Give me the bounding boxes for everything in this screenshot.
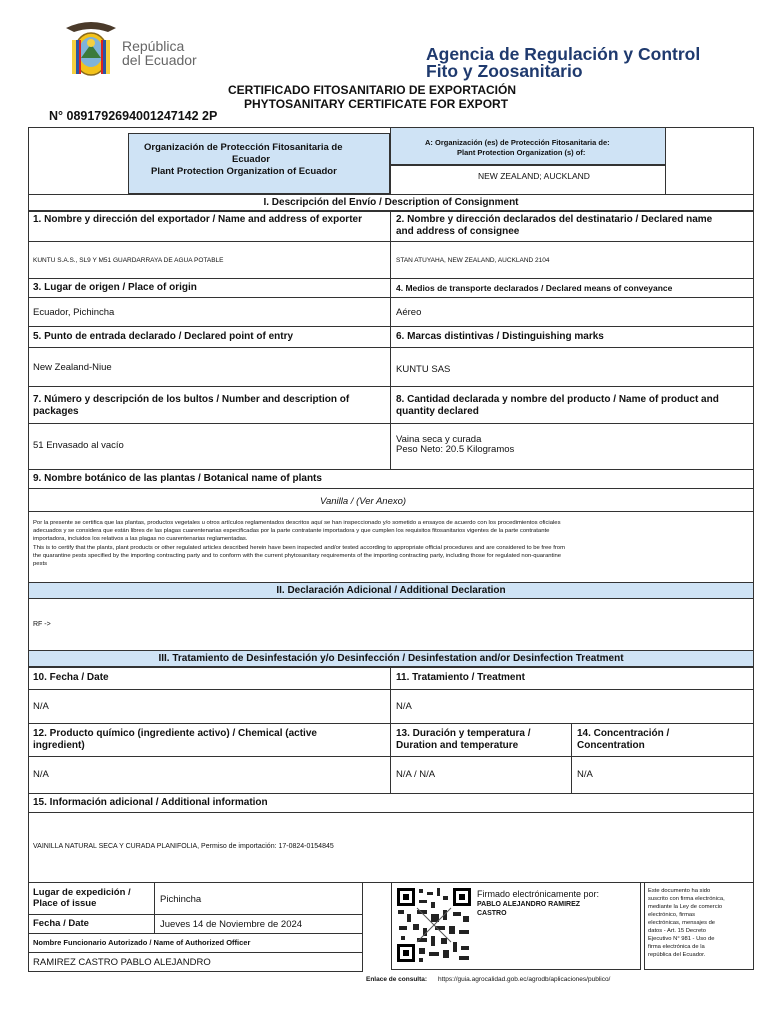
republic-name-line2: del Ecuador [122,52,197,68]
field10-value: N/A [33,701,49,712]
legal-note-line5: electrónicas, mensajes de [648,920,716,926]
field12-value-cell [28,756,391,794]
field15-label: 15. Información adicional / Additional information [33,797,268,808]
legal-note-line1: Este documento ha sido [648,888,711,894]
certification-es-line1: Por la presente se certifica que las plantas, productos vegetales u otros artículos reglamentados descritos aquí se han inspeccionado y/o sometido a ensayos de acuerdo con los procedimientos oficiales [33,520,561,526]
legal-note-line2: suscrito con firma electrónica, [648,896,725,902]
field7-label-line2: packages [33,406,79,417]
field13-label-line1: 13. Duración y temperatura / [396,728,531,739]
agency-name-line2: Fito y Zoosanitario [426,61,583,81]
field4-value-cell [390,297,754,327]
field13-value: N/A / N/A [396,769,436,780]
legal-note-line3: mediante la Ley de comercio [648,904,723,910]
field9-label: 9. Nombre botánico de las plantas / Botanical name of plants [33,473,322,484]
field5-value: New Zealand-Niue [33,362,112,373]
certification-en-line3: pests [33,561,48,567]
certification-en-line1: This is to certify that the plants, plant products or other regulated articles described herein have been inspected and/or tested according to appropriate official procedures and are considered to be free from [33,545,565,551]
officer-value: RAMIREZ CASTRO PABLO ALEJANDRO [33,957,211,968]
field10-label: 10. Fecha / Date [33,672,109,683]
qr-code-icon [395,886,473,964]
field8-label-line2: quantity declared [396,406,479,417]
title-en: PHYTOSANITARY CERTIFICATE FOR EXPORT [244,97,509,111]
from-org-line1: Organización de Protección Fitosanitaria de [144,142,343,153]
field1-label: 1. Nombre y dirección del exportador / Name and address of exporter [33,214,362,225]
field6-value: KUNTU SAS [396,364,451,375]
legal-note-line8: firma electrónica de la [648,944,705,950]
field7-value: 51 Envasado al vacío [33,440,124,451]
field3-label: 3. Lugar de origen / Place of origin [33,282,197,293]
to-org-value: NEW ZEALAND; AUCKLAND [478,171,590,181]
place-value: Pichincha [160,894,202,905]
field2-value: STAN ATUYAHA, NEW ZEALAND, AUCKLAND 2104 [396,257,550,264]
place-label-line2: Place of issue [33,898,97,909]
republic-name-line1: República [122,38,185,54]
field12-label-line2: ingredient) [33,740,85,751]
section2-title: II. Declaración Adicional / Additional Declaration [28,582,754,599]
field1-value: KUNTU S.A.S., SL9 Y M51 GUARDARRAYA DE AGUA POTABLE [33,257,224,264]
signer-name-line2: CASTRO [477,910,507,917]
consult-link-label: Enlace de consulta: [366,976,428,983]
field12-value: N/A [33,769,49,780]
certification-es-line3: importadora, incluidos los relativos a las plagas no cuarentenarias reglamentadas. [33,536,248,542]
field12-label-line1: 12. Producto químico (ingrediente activo) / Chemical (active [33,728,317,739]
field8-value-line2: Peso Neto: 20.5 Kilogramos [396,444,515,455]
section2-value-cell [28,598,754,651]
legal-note-line6: datos - Art. 15 Decreto [648,928,706,934]
title-es: CERTIFICADO FITOSANITARIO DE EXPORTACIÓN [228,83,517,97]
certification-en-line2: the quarantine pests specified by the importing contracting party and to conform with the current phytosanitary requirements of the importing contracting party, including those for regulated non-quarantine [33,553,562,559]
field15-value: VAINILLA NATURAL SECA Y CURADA PLANIFOLIA, Permiso de importación: 17-0824-0154845 [33,843,334,850]
field13-label-line2: Duration and temperature [396,740,519,751]
legal-note-line4: electrónico, firmas [648,912,696,918]
field11-label: 11. Tratamiento / Treatment [396,672,525,683]
field5-label: 5. Punto de entrada declarado / Declared point of entry [33,331,294,342]
section1-title: I. Descripción del Envío / Description of Consignment [28,194,754,211]
field10-value-cell [28,689,391,724]
section3-title: III. Tratamiento de Desinfestación y/o Desinfección / Desinfestation and/or Desinfection Treatment [28,650,754,667]
field8-label-line1: 8. Cantidad declarada y nombre del producto / Name of product and [396,394,719,405]
field8-value-line1: Vaina seca y curada [396,434,482,445]
field14-value: N/A [577,769,593,780]
field11-value-cell [390,689,754,724]
field3-value: Ecuador, Pichincha [33,307,115,318]
consult-link[interactable]: https://guia.agrocalidad.gob.ec/agrodb/aplicaciones/publico/ [438,976,611,983]
officer-label: Nombre Funcionario Autorizado / Name of Authorized Officer [33,938,251,947]
date-label: Fecha / Date [33,918,89,929]
field4-label: 4. Medios de transporte declarados / Declared means of conveyance [396,283,673,293]
place-label-line1: Lugar de expedición / [33,887,131,898]
certificate-number: N° 0891792694001247142 2P [49,109,218,123]
field7-label-line1: 7. Número y descripción de los bultos / Number and description of [33,394,350,405]
ecuador-coat-of-arms-icon [62,18,120,80]
signer-name-line1: PABLO ALEJANDRO RAMIREZ [477,901,581,908]
field4-value: Aéreo [396,307,422,318]
field14-label-line2: Concentration [577,740,645,751]
legal-note-line7: Ejecutivo N° 981 - Uso de [648,936,715,942]
field9-value: Vanilla / (Ver Anexo) [320,496,407,507]
section2-value: RF -> [33,621,51,628]
field14-label-line1: 14. Concentración / [577,728,670,739]
date-value: Jueves 14 de Noviembre de 2024 [160,919,303,930]
certification-es-line2: adecuados y se considera que están libres de las plagas cuarentenarias especificadas por la parte contratante importadora y que cumplen los requisitos fitosanitarios vigentes de la parte contratante [33,528,550,534]
signed-electronically-label: Firmado electrónicamente por: [477,889,600,899]
to-org-line2: Plant Protection Organization (s) of: [457,148,586,157]
field14-value-cell [571,756,754,794]
agency-name-line1: Agencia de Regulación y Control [426,44,701,64]
to-org-line1: A: Organización (es) de Protección Fitosanitaria de: [425,138,610,147]
field2-label-line1: 2. Nombre y dirección declarados del destinatario / Declared name [396,214,713,225]
from-org-line3: Plant Protection Organization of Ecuador [151,166,337,177]
field6-label: 6. Marcas distintivas / Distinguishing marks [396,331,604,342]
field11-value: N/A [396,701,412,712]
from-org-line2: Ecuador [232,154,271,165]
legal-note-line9: república del Ecuador. [648,952,706,958]
field2-label-line2: and address of consignee [396,226,520,237]
